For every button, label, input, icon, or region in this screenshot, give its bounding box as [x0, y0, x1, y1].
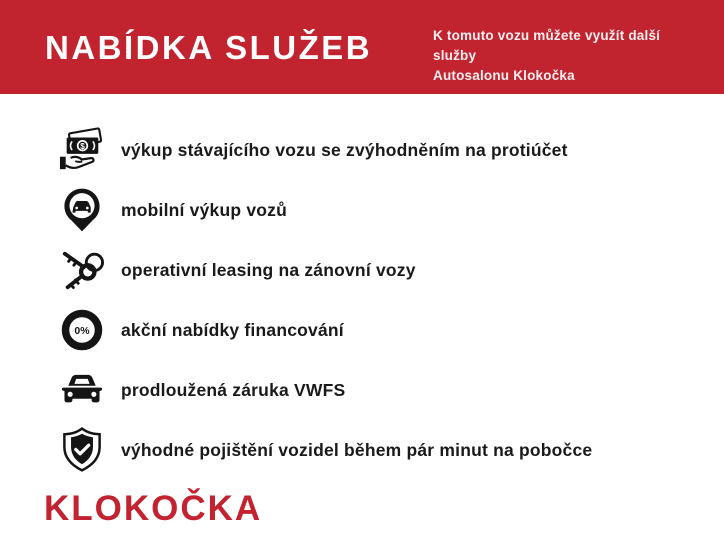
service-label: operativní leasing na zánovní vozy	[121, 259, 416, 280]
header-subtitle	[433, 26, 703, 86]
keys-icon	[56, 248, 108, 292]
service-label: výhodné pojištění vozidel během pár minut na pobočce	[121, 439, 593, 460]
service-label: prodloužená záruka VWFS	[121, 379, 346, 400]
header-subtitle-line1: K tomuto vozu můžete využít další služby	[433, 28, 661, 63]
header-banner	[0, 0, 724, 94]
service-label: akční nabídky financování	[121, 319, 344, 340]
list-item	[56, 240, 592, 300]
list-item	[56, 300, 592, 360]
header-subtitle-line2: Autosalonu Klokočka	[433, 68, 575, 83]
klokocka-logo: KLOKOČKA	[44, 489, 263, 528]
car-icon	[56, 372, 108, 408]
shield-check-icon	[56, 427, 108, 473]
list-item	[56, 420, 592, 480]
service-label: výkup stávajícího vozu se zvýhodněním na protiúčet	[121, 139, 568, 160]
service-label: mobilní výkup vozů	[121, 199, 287, 220]
cash-in-hand-icon	[56, 127, 108, 173]
zero-percent-icon	[56, 309, 108, 351]
list-item	[56, 180, 592, 240]
services-list	[56, 120, 592, 480]
svg-text:$: $	[80, 141, 85, 151]
list-item	[56, 120, 592, 180]
list-item	[56, 360, 592, 420]
svg-text:0%: 0%	[74, 325, 90, 337]
car-location-pin-icon	[56, 187, 108, 233]
page-title: NABÍDKA SLUŽEB	[45, 29, 373, 66]
